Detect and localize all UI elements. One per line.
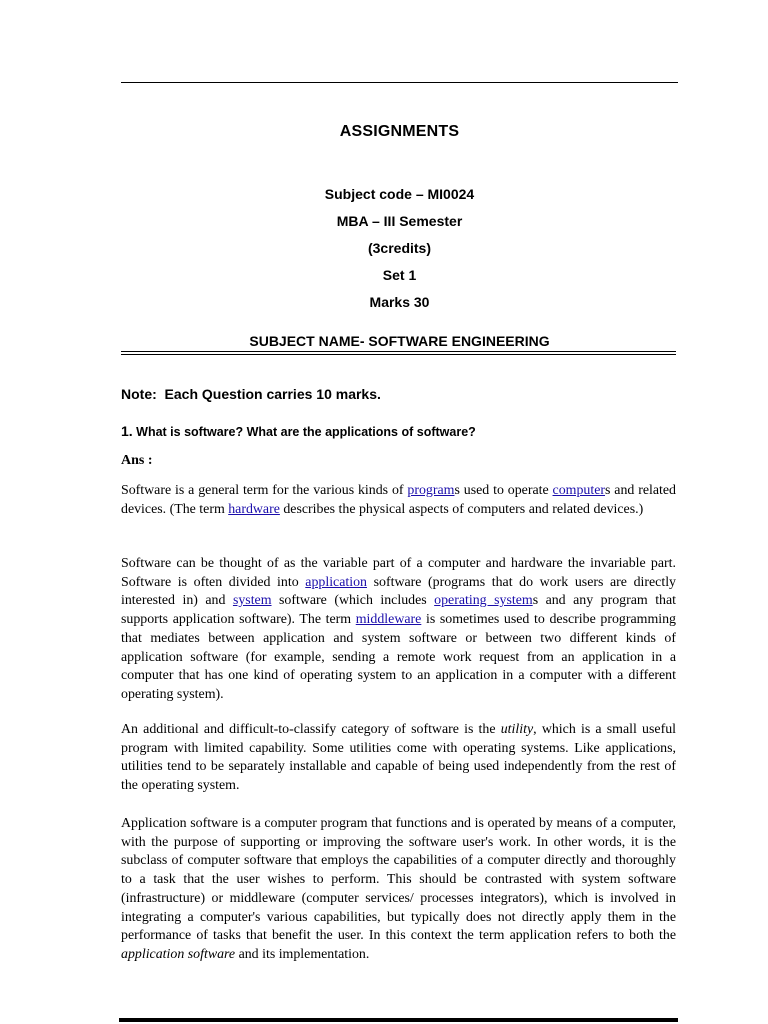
term-application-software: application software <box>121 946 236 962</box>
paragraph-text: describes the physical aspects of computers and related devices.) <box>279 501 644 517</box>
link-hardware[interactable]: hardware <box>228 501 280 517</box>
paragraph-text: software (which includes <box>271 593 435 609</box>
question-number: 1. <box>121 423 133 439</box>
credits: (3credits) <box>367 240 432 256</box>
paragraph-text: is sometimes used to describe programming that mediates between application and system software or between two different kinds of application software (for example, sending a remote work request from an application in a computer that has one kind of operating system to an application in a computer with a different operating system). <box>121 612 676 702</box>
answer-paragraph-3 <box>121 721 676 796</box>
paragraph-text: and its implementation. <box>235 946 370 962</box>
paragraph-text: s used to operate <box>454 483 553 498</box>
paragraph-text: Application software is a computer program that functions and is operated by means of a computer, with the purpose of supporting or improving the software user's work. In other words, it is the subclass of computer software that employs the capabilities of a computer directly and thoroughly to a task that the user wishes to perform. This should be contrasted with system software (infrastructure) or middleware (computer services/ processes integrators), which is involved in integrating a computer's various capabilities, but typically does not directly apply them in the performance of tasks that benefit the user. In this context the term application refers to both the <box>121 816 676 944</box>
answer-label: Ans : <box>121 453 153 468</box>
link-system[interactable]: system <box>232 593 272 609</box>
link-application[interactable]: application <box>305 574 367 590</box>
subject-name: SUBJECT NAME- SOFTWARE ENGINEERING <box>249 333 550 349</box>
set-number: Set 1 <box>382 267 417 283</box>
bottom-divider <box>119 1018 678 1022</box>
marks-note: Note: Each Question carries 10 marks. <box>121 386 381 402</box>
link-middleware[interactable]: middleware <box>355 612 422 628</box>
paragraph-text: software (programs that do work users are directly interested in) and <box>121 574 676 609</box>
page-title: ASSIGNMENTS <box>339 123 460 140</box>
paragraph-text: s and any program that supports application software). The term <box>121 593 677 628</box>
assignment-meta <box>121 184 678 319</box>
paragraph-text: s and related devices. (The term <box>121 483 677 517</box>
paragraph-text: Software is a general term for the various kinds of <box>121 483 408 498</box>
double-divider <box>121 351 676 355</box>
question-1 <box>121 423 476 439</box>
paragraph-text: An additional and difficult-to-classify category of software is the <box>121 722 501 737</box>
answer-paragraph-2 <box>121 555 676 705</box>
total-marks: Marks 30 <box>369 294 430 310</box>
paragraph-text: , which is a small useful program with limited capability. Some utilities come with operating systems. Like applications, utilities tend to be separately installable and capable of being used independently from the rest of the operating system. <box>121 722 676 794</box>
paragraph-text: Software can be thought of as the variable part of a computer and hardware the invariable part. Software is often divided into <box>121 556 676 590</box>
program-semester: MBA – III Semester <box>336 213 463 229</box>
link-programs[interactable]: program <box>407 483 455 498</box>
link-operating-system[interactable]: operating system <box>434 593 533 609</box>
answer-paragraph-1 <box>121 482 676 519</box>
question-text: What is software? What are the applications of software? <box>132 425 476 439</box>
subject-code: Subject code – MI0024 <box>324 186 475 202</box>
answer-paragraph-4 <box>121 815 676 965</box>
link-computers[interactable]: computer <box>552 483 605 498</box>
top-divider <box>121 82 678 83</box>
term-utility: utility <box>500 722 534 737</box>
